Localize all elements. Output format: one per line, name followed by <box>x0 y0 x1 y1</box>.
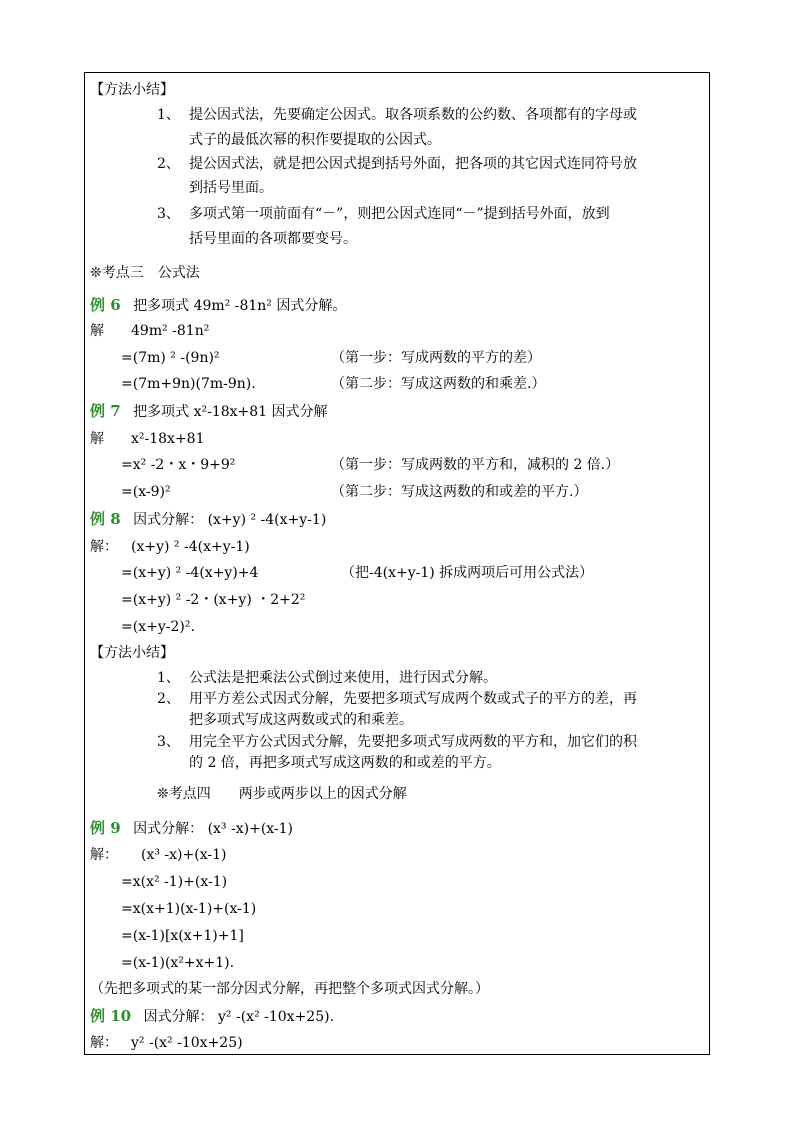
summary-title: 【方法小结】 <box>90 82 174 98</box>
step: =(x+y) ² -4(x+y)+4 <box>121 565 259 581</box>
answer-label: 解： <box>90 847 118 863</box>
example-label: 例 8 <box>90 510 121 528</box>
step: =(7m+9n)(7m-9n). <box>121 376 256 392</box>
step: =x(x² -1)+(x-1) <box>121 874 228 890</box>
summary-item-text: 用完全平方公式因式分解，先要把多项式写成两数的平方和，加它们的积 <box>189 734 637 750</box>
example-label: 例 10 <box>90 1007 132 1025</box>
step: =(7m) ² -(9n)² <box>121 350 220 366</box>
step: (x³ -x)+(x-1) <box>141 847 227 863</box>
example-9 <box>90 819 293 838</box>
summary-item-num: 2、 <box>157 156 180 172</box>
example-8 <box>90 510 326 529</box>
example-question: 把多项式 x²-18x+81 因式分解 <box>133 404 328 420</box>
section-heading: ❊考点三 公式法 <box>90 265 200 281</box>
step: x²-18x+81 <box>131 431 205 447</box>
example-label: 例 6 <box>90 296 121 314</box>
summary-title: 【方法小结】 <box>90 645 174 661</box>
answer-label: 解： <box>90 1035 118 1051</box>
note: （先把多项式的某一部分因式分解，再把整个多项式因式分解。） <box>90 981 489 997</box>
summary-item-num: 3、 <box>157 206 180 222</box>
step: =x² -2・x・9+9² <box>121 457 236 473</box>
step: (x+y) ² -4(x+y-1) <box>131 539 250 555</box>
answer-label: 解 <box>90 431 104 447</box>
example-question: 把多项式 49m² -81n² 因式分解。 <box>133 298 347 314</box>
example-question: 因式分解： y² -(x² -10x+25). <box>143 1009 335 1025</box>
step-note: （把-4(x+y-1) 拆成两项后可用公式法） <box>341 565 594 581</box>
summary-item-num: 2、 <box>157 691 180 707</box>
example-label: 例 7 <box>90 402 121 420</box>
summary-item-num: 1、 <box>157 670 180 686</box>
step: =(x+y-2)². <box>121 619 195 635</box>
example-question: 因式分解： (x³ -x)+(x-1) <box>133 821 294 837</box>
summary-item-text: 用平方差公式因式分解，先要把多项式写成两个数或式子的平方的差，再 <box>189 691 637 707</box>
step-note: （第二步：写成这两数的和乘差.） <box>331 376 546 392</box>
step: y² -(x² -10x+25) <box>131 1035 243 1051</box>
step: =(x-1)(x²+x+1). <box>121 955 235 971</box>
example-label: 例 9 <box>90 819 121 837</box>
summary-item-text: 提公因式法，先要确定公因式。取各项系数的公约数、各项都有的字母或 <box>189 107 637 123</box>
section-heading: ❊考点四 两步或两步以上的因式分解 <box>157 786 407 802</box>
example-10 <box>90 1007 334 1026</box>
example-6 <box>90 296 346 315</box>
step-note: （第一步：写成两数的平方的差） <box>331 350 541 366</box>
summary-item-text: 提公因式法，就是把公因式提到括号外面，把各项的其它因式连同符号放 <box>189 156 637 172</box>
step: 49m² -81n² <box>131 323 210 339</box>
summary-item-text: 括号里面的各项都要变号。 <box>189 231 357 247</box>
summary-item-text: 多项式第一项前面有“－”，则把公因式连同“－”提到括号外面，放到 <box>189 206 610 222</box>
summary-item-text: 到括号里面。 <box>189 180 273 196</box>
content-frame <box>84 72 710 1055</box>
step: =x(x+1)(x-1)+(x-1) <box>121 901 257 917</box>
summary-item-text: 公式法是把乘法公式倒过来使用，进行因式分解。 <box>189 670 497 686</box>
step-note: （第二步：写成这两数的和或差的平方.） <box>331 484 588 500</box>
example-question: 因式分解： (x+y) ² -4(x+y-1) <box>133 512 327 528</box>
step: =(x-9)² <box>121 484 171 500</box>
step: =(x+y) ² -2・(x+y) ・2+2² <box>121 592 306 608</box>
summary-item-text: 的 2 倍，再把多项式写成这两数的和或差的平方。 <box>189 755 501 771</box>
step-note: （第一步：写成两数的平方和，减积的 2 倍.） <box>331 457 620 473</box>
example-7 <box>90 402 328 421</box>
answer-label: 解 <box>90 323 104 339</box>
summary-item-num: 1、 <box>157 107 180 123</box>
summary-item-text: 式子的最低次幂的积作要提取的公因式。 <box>189 132 441 148</box>
summary-item-text: 把多项式写成这两数或式的和乘差。 <box>189 712 413 728</box>
step: =(x-1)[x(x+1)+1] <box>121 928 244 944</box>
answer-label: 解： <box>90 539 118 555</box>
summary-item-num: 3、 <box>157 734 180 750</box>
